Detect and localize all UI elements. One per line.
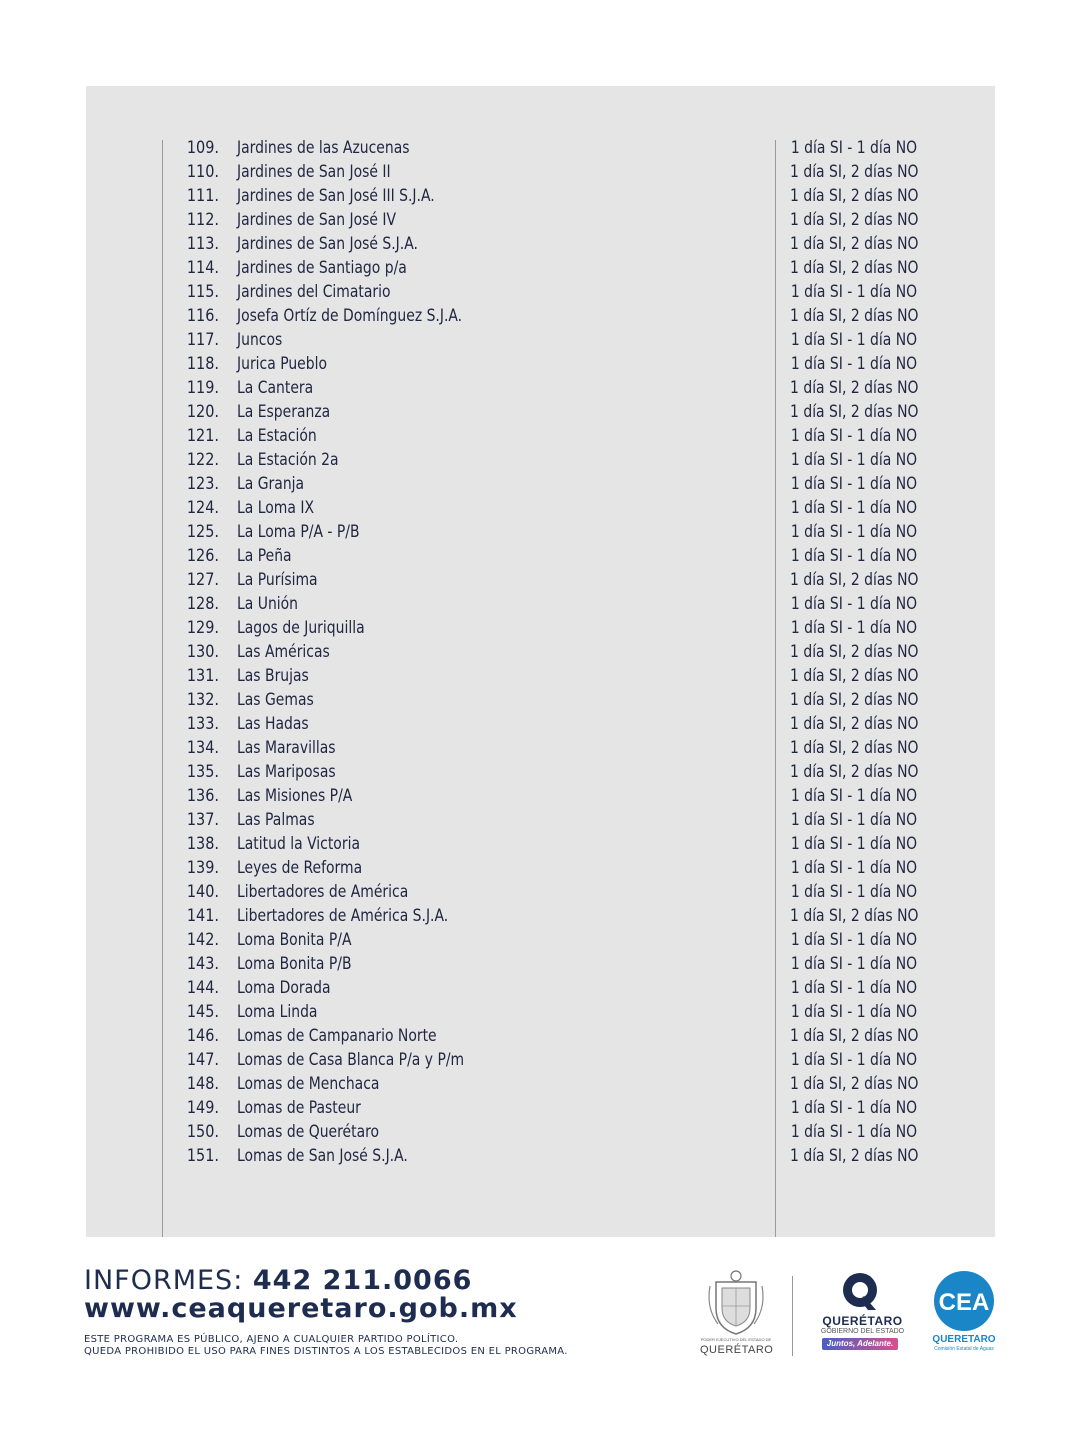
schedule-value: 1 día SI, 2 días NO: [790, 1026, 919, 1046]
list-item: [0, 712, 1080, 736]
list-item: [0, 904, 1080, 928]
list-item: [0, 688, 1080, 712]
phone-number[interactable]: 442 211.0066: [252, 1265, 473, 1296]
list-item: [0, 856, 1080, 880]
informes-label: INFORMES:: [84, 1265, 244, 1296]
schedule-value: 1 día SI - 1 día NO: [790, 498, 918, 518]
colonia-name: Libertadores de América S.J.A.: [237, 906, 449, 926]
item-number: 115.: [186, 282, 219, 302]
item-number: 134.: [186, 738, 219, 758]
disclaimer-line-2: QUEDA PROHIBIDO EL USO PARA FINES DISTINTOS A LOS ESTABLECIDOS EN EL PROGRAMA.: [84, 1346, 568, 1357]
schedule-value: 1 día SI, 2 días NO: [790, 1146, 919, 1166]
cea-logo-icon: [933, 1270, 995, 1332]
schedule-value: 1 día SI, 2 días NO: [790, 906, 919, 926]
schedule-value: 1 día SI, 2 días NO: [790, 1074, 919, 1094]
list-item: [0, 592, 1080, 616]
queretaro-subtitle: GOBIERNO DEL ESTADO: [820, 1328, 905, 1335]
schedule-value: 1 día SI - 1 día NO: [790, 618, 918, 638]
cea-mark: CEA: [938, 1289, 990, 1316]
list-item: [0, 280, 1080, 304]
item-number: 112.: [186, 210, 219, 230]
colonia-name: Lomas de San José S.J.A.: [237, 1146, 408, 1166]
list-item: [0, 448, 1080, 472]
item-number: 122.: [186, 450, 219, 470]
colonia-name: Las Hadas: [237, 714, 309, 734]
colonia-name: La Cantera: [237, 378, 314, 398]
schedule-value: 1 día SI, 2 días NO: [790, 306, 919, 326]
slogan-badge: Juntos, Adelante.: [822, 1338, 898, 1350]
colonia-name: Jardines del Cimatario: [237, 282, 391, 302]
list-item: [0, 352, 1080, 376]
schedule-value: 1 día SI - 1 día NO: [790, 450, 918, 470]
colonia-name: Las Américas: [237, 642, 330, 662]
list-item: [0, 1024, 1080, 1048]
item-number: 117.: [186, 330, 219, 350]
item-number: 114.: [186, 258, 219, 278]
schedule-value: 1 día SI - 1 día NO: [790, 282, 918, 302]
colonia-name: Lomas de Querétaro: [237, 1122, 380, 1142]
colonia-name: Lomas de Casa Blanca P/a y P/m: [237, 1050, 465, 1070]
item-number: 139.: [186, 858, 219, 878]
schedule-value: 1 día SI - 1 día NO: [790, 354, 918, 374]
schedule-value: 1 día SI, 2 días NO: [790, 402, 919, 422]
item-number: 118.: [186, 354, 219, 374]
list-item: [0, 1144, 1080, 1168]
schedule-value: 1 día SI, 2 días NO: [790, 234, 919, 254]
item-number: 123.: [186, 474, 219, 494]
item-number: 143.: [186, 954, 219, 974]
colonia-name: La Unión: [237, 594, 299, 614]
list-item: [0, 184, 1080, 208]
list-item: [0, 1048, 1080, 1072]
list-item: [0, 208, 1080, 232]
list-item: [0, 160, 1080, 184]
list-item: [0, 736, 1080, 760]
schedule-value: 1 día SI, 2 días NO: [790, 738, 919, 758]
list-item: [0, 1072, 1080, 1096]
list-item: [0, 520, 1080, 544]
colonia-name: Las Palmas: [237, 810, 315, 830]
list-item: [0, 568, 1080, 592]
schedule-value: 1 día SI - 1 día NO: [790, 1002, 918, 1022]
item-number: 116.: [186, 306, 219, 326]
schedule-value: 1 día SI - 1 día NO: [790, 1098, 918, 1118]
list-item: [0, 424, 1080, 448]
schedule-value: 1 día SI - 1 día NO: [790, 594, 918, 614]
schedule-value: 1 día SI - 1 día NO: [790, 786, 918, 806]
state-caption: QUERÉTARO: [700, 1344, 774, 1356]
list-item: [0, 976, 1080, 1000]
schedule-value: 1 día SI, 2 días NO: [790, 186, 919, 206]
list-item: [0, 328, 1080, 352]
colonia-name: Las Mariposas: [237, 762, 336, 782]
disclaimer-line-1: ESTE PROGRAMA ES PÚBLICO, AJENO A CUALQUIER PARTIDO POLÍTICO.: [84, 1334, 459, 1345]
website-link[interactable]: www.ceaqueretaro.gob.mx: [84, 1293, 518, 1324]
schedule-value: 1 día SI - 1 día NO: [790, 930, 918, 950]
colonia-name: Leyes de Reforma: [237, 858, 363, 878]
item-number: 110.: [186, 162, 219, 182]
item-number: 128.: [186, 594, 219, 614]
colonia-name: Jardines de San José IV: [237, 210, 397, 230]
list-item: [0, 256, 1080, 280]
schedule-value: 1 día SI - 1 día NO: [790, 978, 918, 998]
item-number: 125.: [186, 522, 219, 542]
schedule-value: 1 día SI - 1 día NO: [790, 882, 918, 902]
item-number: 146.: [186, 1026, 219, 1046]
colonia-name: Las Gemas: [237, 690, 314, 710]
item-number: 150.: [186, 1122, 219, 1142]
colonia-name: Jardines de San José II: [237, 162, 391, 182]
list-item: [0, 1120, 1080, 1144]
item-number: 121.: [186, 426, 219, 446]
schedule-value: 1 día SI, 2 días NO: [790, 258, 919, 278]
item-number: 144.: [186, 978, 219, 998]
list-item: [0, 952, 1080, 976]
state-caption-small: PODER EJECUTIVO DEL ESTADO DE: [700, 1337, 772, 1342]
colonia-name: Latitud la Victoria: [237, 834, 360, 854]
schedule-list: [0, 136, 1080, 1168]
item-number: 113.: [186, 234, 219, 254]
item-number: 129.: [186, 618, 219, 638]
item-number: 147.: [186, 1050, 219, 1070]
list-item: [0, 640, 1080, 664]
item-number: 109.: [186, 138, 219, 158]
schedule-value: 1 día SI, 2 días NO: [790, 762, 919, 782]
schedule-value: 1 día SI - 1 día NO: [790, 1122, 918, 1142]
queretaro-title: QUERÉTARO: [822, 1314, 903, 1328]
colonia-name: Jardines de San José III S.J.A.: [237, 186, 435, 206]
schedule-value: 1 día SI - 1 día NO: [790, 858, 918, 878]
colonia-name: Jardines de San José S.J.A.: [237, 234, 418, 254]
list-item: [0, 880, 1080, 904]
item-number: 149.: [186, 1098, 219, 1118]
list-item: [0, 400, 1080, 424]
item-number: 145.: [186, 1002, 219, 1022]
colonia-name: Lagos de Juriquilla: [237, 618, 365, 638]
colonia-name: La Estación 2a: [237, 450, 339, 470]
item-number: 119.: [186, 378, 219, 398]
colonia-name: Las Misiones P/A: [237, 786, 353, 806]
list-item: [0, 136, 1080, 160]
item-number: 136.: [186, 786, 219, 806]
colonia-name: Loma Bonita P/B: [237, 954, 352, 974]
colonia-name: La Esperanza: [237, 402, 331, 422]
item-number: 126.: [186, 546, 219, 566]
colonia-name: Libertadores de América: [237, 882, 409, 902]
colonia-name: Lomas de Pasteur: [237, 1098, 361, 1118]
item-number: 133.: [186, 714, 219, 734]
logo-separator: [792, 1276, 793, 1356]
list-item: [0, 496, 1080, 520]
schedule-value: 1 día SI - 1 día NO: [790, 474, 918, 494]
schedule-value: 1 día SI - 1 día NO: [790, 426, 918, 446]
cea-subtitle: Comisión Estatal de Aguas: [934, 1346, 994, 1352]
colonia-name: Loma Bonita P/A: [237, 930, 352, 950]
colonia-name: Josefa Ortíz de Domínguez S.J.A.: [237, 306, 463, 326]
item-number: 127.: [186, 570, 219, 590]
schedule-value: 1 día SI - 1 día NO: [790, 138, 918, 158]
schedule-value: 1 día SI, 2 días NO: [790, 378, 919, 398]
colonia-name: Juncos: [237, 330, 283, 350]
list-item: [0, 760, 1080, 784]
item-number: 124.: [186, 498, 219, 518]
colonia-name: La Peña: [237, 546, 292, 566]
colonia-name: Jardines de Santiago p/a: [237, 258, 407, 278]
colonia-name: Jardines de las Azucenas: [237, 138, 410, 158]
item-number: 130.: [186, 642, 219, 662]
item-number: 148.: [186, 1074, 219, 1094]
colonia-name: Lomas de Campanario Norte: [237, 1026, 437, 1046]
schedule-value: 1 día SI - 1 día NO: [790, 546, 918, 566]
item-number: 132.: [186, 690, 219, 710]
list-item: [0, 616, 1080, 640]
schedule-value: 1 día SI, 2 días NO: [790, 642, 919, 662]
colonia-name: La Estación: [237, 426, 317, 446]
schedule-value: 1 día SI - 1 día NO: [790, 954, 918, 974]
list-item: [0, 928, 1080, 952]
schedule-value: 1 día SI, 2 días NO: [790, 210, 919, 230]
colonia-name: La Loma P/A - P/B: [237, 522, 360, 542]
schedule-value: 1 día SI, 2 días NO: [790, 666, 919, 686]
list-item: [0, 544, 1080, 568]
item-number: 141.: [186, 906, 219, 926]
schedule-value: 1 día SI - 1 día NO: [790, 1050, 918, 1070]
schedule-value: 1 día SI - 1 día NO: [790, 522, 918, 542]
list-item: [0, 664, 1080, 688]
logo-bar: [700, 1262, 1000, 1362]
colonia-name: La Purísima: [237, 570, 318, 590]
list-item: [0, 784, 1080, 808]
list-item: [0, 808, 1080, 832]
colonia-name: Loma Dorada: [237, 978, 331, 998]
item-number: 138.: [186, 834, 219, 854]
schedule-value: 1 día SI, 2 días NO: [790, 690, 919, 710]
list-item: [0, 376, 1080, 400]
schedule-value: 1 día SI - 1 día NO: [790, 810, 918, 830]
schedule-value: 1 día SI - 1 día NO: [790, 834, 918, 854]
colonia-name: Las Maravillas: [237, 738, 336, 758]
item-number: 131.: [186, 666, 219, 686]
list-item: [0, 472, 1080, 496]
item-number: 120.: [186, 402, 219, 422]
list-item: [0, 1000, 1080, 1024]
informes-line: [84, 1265, 472, 1296]
cea-title: QUERETARO: [932, 1334, 996, 1345]
item-number: 135.: [186, 762, 219, 782]
colonia-name: Las Brujas: [237, 666, 309, 686]
schedule-value: 1 día SI, 2 días NO: [790, 162, 919, 182]
colonia-name: Loma Linda: [237, 1002, 318, 1022]
colonia-name: Lomas de Menchaca: [237, 1074, 380, 1094]
list-item: [0, 832, 1080, 856]
colonia-name: La Loma IX: [237, 498, 315, 518]
item-number: 140.: [186, 882, 219, 902]
item-number: 137.: [186, 810, 219, 830]
item-number: 142.: [186, 930, 219, 950]
colonia-name: La Granja: [237, 474, 305, 494]
disclaimer: [84, 1334, 568, 1358]
schedule-value: 1 día SI, 2 días NO: [790, 570, 919, 590]
item-number: 151.: [186, 1146, 219, 1166]
queretaro-q-icon: [838, 1270, 882, 1314]
item-number: 111.: [186, 186, 219, 206]
state-coat-of-arms-icon: [706, 1268, 766, 1338]
list-item: [0, 232, 1080, 256]
schedule-value: 1 día SI, 2 días NO: [790, 714, 919, 734]
colonia-name: Jurica Pueblo: [237, 354, 328, 374]
list-item: [0, 1096, 1080, 1120]
list-item: [0, 304, 1080, 328]
schedule-value: 1 día SI - 1 día NO: [790, 330, 918, 350]
